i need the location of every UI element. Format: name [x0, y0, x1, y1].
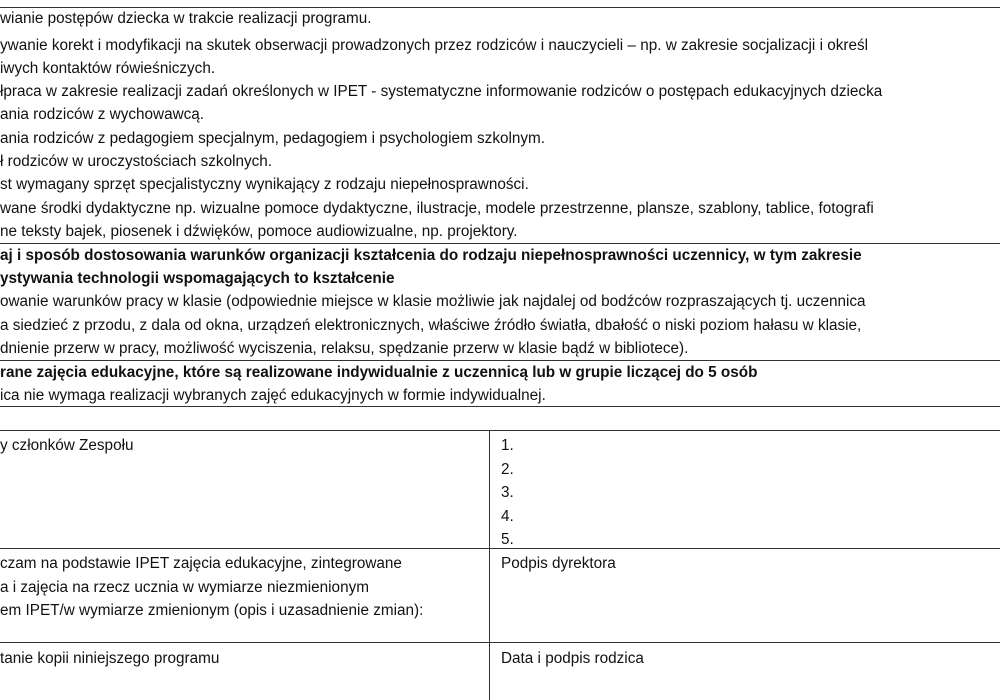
table-border — [0, 430, 1000, 431]
table-row-divider — [0, 642, 1000, 643]
table-row-divider — [0, 548, 1000, 549]
list-item: ne teksty bajek, piosenek i dźwięków, pomoce audiowizualne, np. projektory. — [0, 223, 518, 240]
signature-number: 2. — [501, 461, 514, 478]
section-divider — [0, 360, 1000, 361]
signature-number: 4. — [501, 508, 514, 525]
signature-number: 1. — [501, 437, 514, 454]
signature-number: 5. — [501, 531, 514, 548]
signature-number: 3. — [501, 484, 514, 501]
director-signature-label: Podpis dyrektora — [501, 555, 616, 572]
section-divider — [0, 243, 1000, 244]
approval-text: czam na podstawie IPET zajęcia edukacyjne, zintegrowane — [0, 555, 402, 572]
table-column-divider — [489, 430, 490, 700]
list-item: ywanie korekt i modyfikacji na skutek obserwacji prowadzonych przez rodziców i nauczycieli – np. w zakresie socjalizacji i określ — [0, 37, 869, 54]
list-item: łpraca w zakresie realizacji zadań określonych w IPET - systematyczne informowanie rodziców o postępach edukacyjnych dziecka — [0, 83, 883, 100]
body-text: owanie warunków pracy w klasie (odpowiednie miejsce w klasie możliwie jak najdalej od bodźców rozpraszających tj. uczennica — [0, 293, 866, 310]
approval-text: em IPET/w wymiarze zmienionym (opis i uzasadnienie zmian): — [0, 602, 424, 619]
list-item: ania rodziców z wychowawcą. — [0, 106, 205, 123]
section-heading: ystywania technologii wspomagających to kształcenie — [0, 270, 395, 287]
parent-signature-label: Data i podpis rodzica — [501, 650, 644, 667]
section-heading: rane zajęcia edukacyjne, które są realizowane indywidualnie z uczennicą lub w grupie liczącej do 5 osób — [0, 364, 758, 381]
team-members-label: y członków Zespołu — [0, 437, 134, 454]
list-item: ł rodziców w uroczystościach szkolnych. — [0, 153, 273, 170]
list-item: wane środki dydaktyczne np. wizualne pomoce dydaktyczne, ilustracje, modele przestrzenne, plansze, szablony, tablice, fotografi — [0, 200, 874, 217]
approval-text: a i zajęcia na rzecz ucznia w wymiarze niezmienionym — [0, 579, 369, 596]
copy-received-label: tanie kopii niniejszego programu — [0, 650, 220, 667]
body-text: dnienie przerw w pracy, możliwość wyciszenia, relaksu, spędzanie przerw w klasie bądź w bibliotece). — [0, 340, 689, 357]
list-item: iwych kontaktów rówieśniczych. — [0, 60, 216, 77]
body-text: ica nie wymaga realizacji wybranych zajęć edukacyjnych w formie indywidualnej. — [0, 387, 546, 404]
section-heading: aj i sposób dostosowania warunków organizacji kształcenia do rodzaju niepełnosprawności uczennicy, w tym zakresie — [0, 247, 862, 264]
list-item: ania rodziców z pedagogiem specjalnym, pedagogiem i psychologiem szkolnym. — [0, 130, 546, 147]
body-text: a siedzieć z przodu, z dala od okna, urządzeń elektronicznych, właściwe źródło światła, dbałość o niski poziom hałasu w klasie, — [0, 317, 862, 334]
section-divider — [0, 406, 1000, 407]
list-item: wianie postępów dziecka w trakcie realizacji programu. — [0, 10, 372, 27]
list-item: st wymagany sprzęt specjalistyczny wynikający z rodzaju niepełnosprawności. — [0, 176, 529, 193]
